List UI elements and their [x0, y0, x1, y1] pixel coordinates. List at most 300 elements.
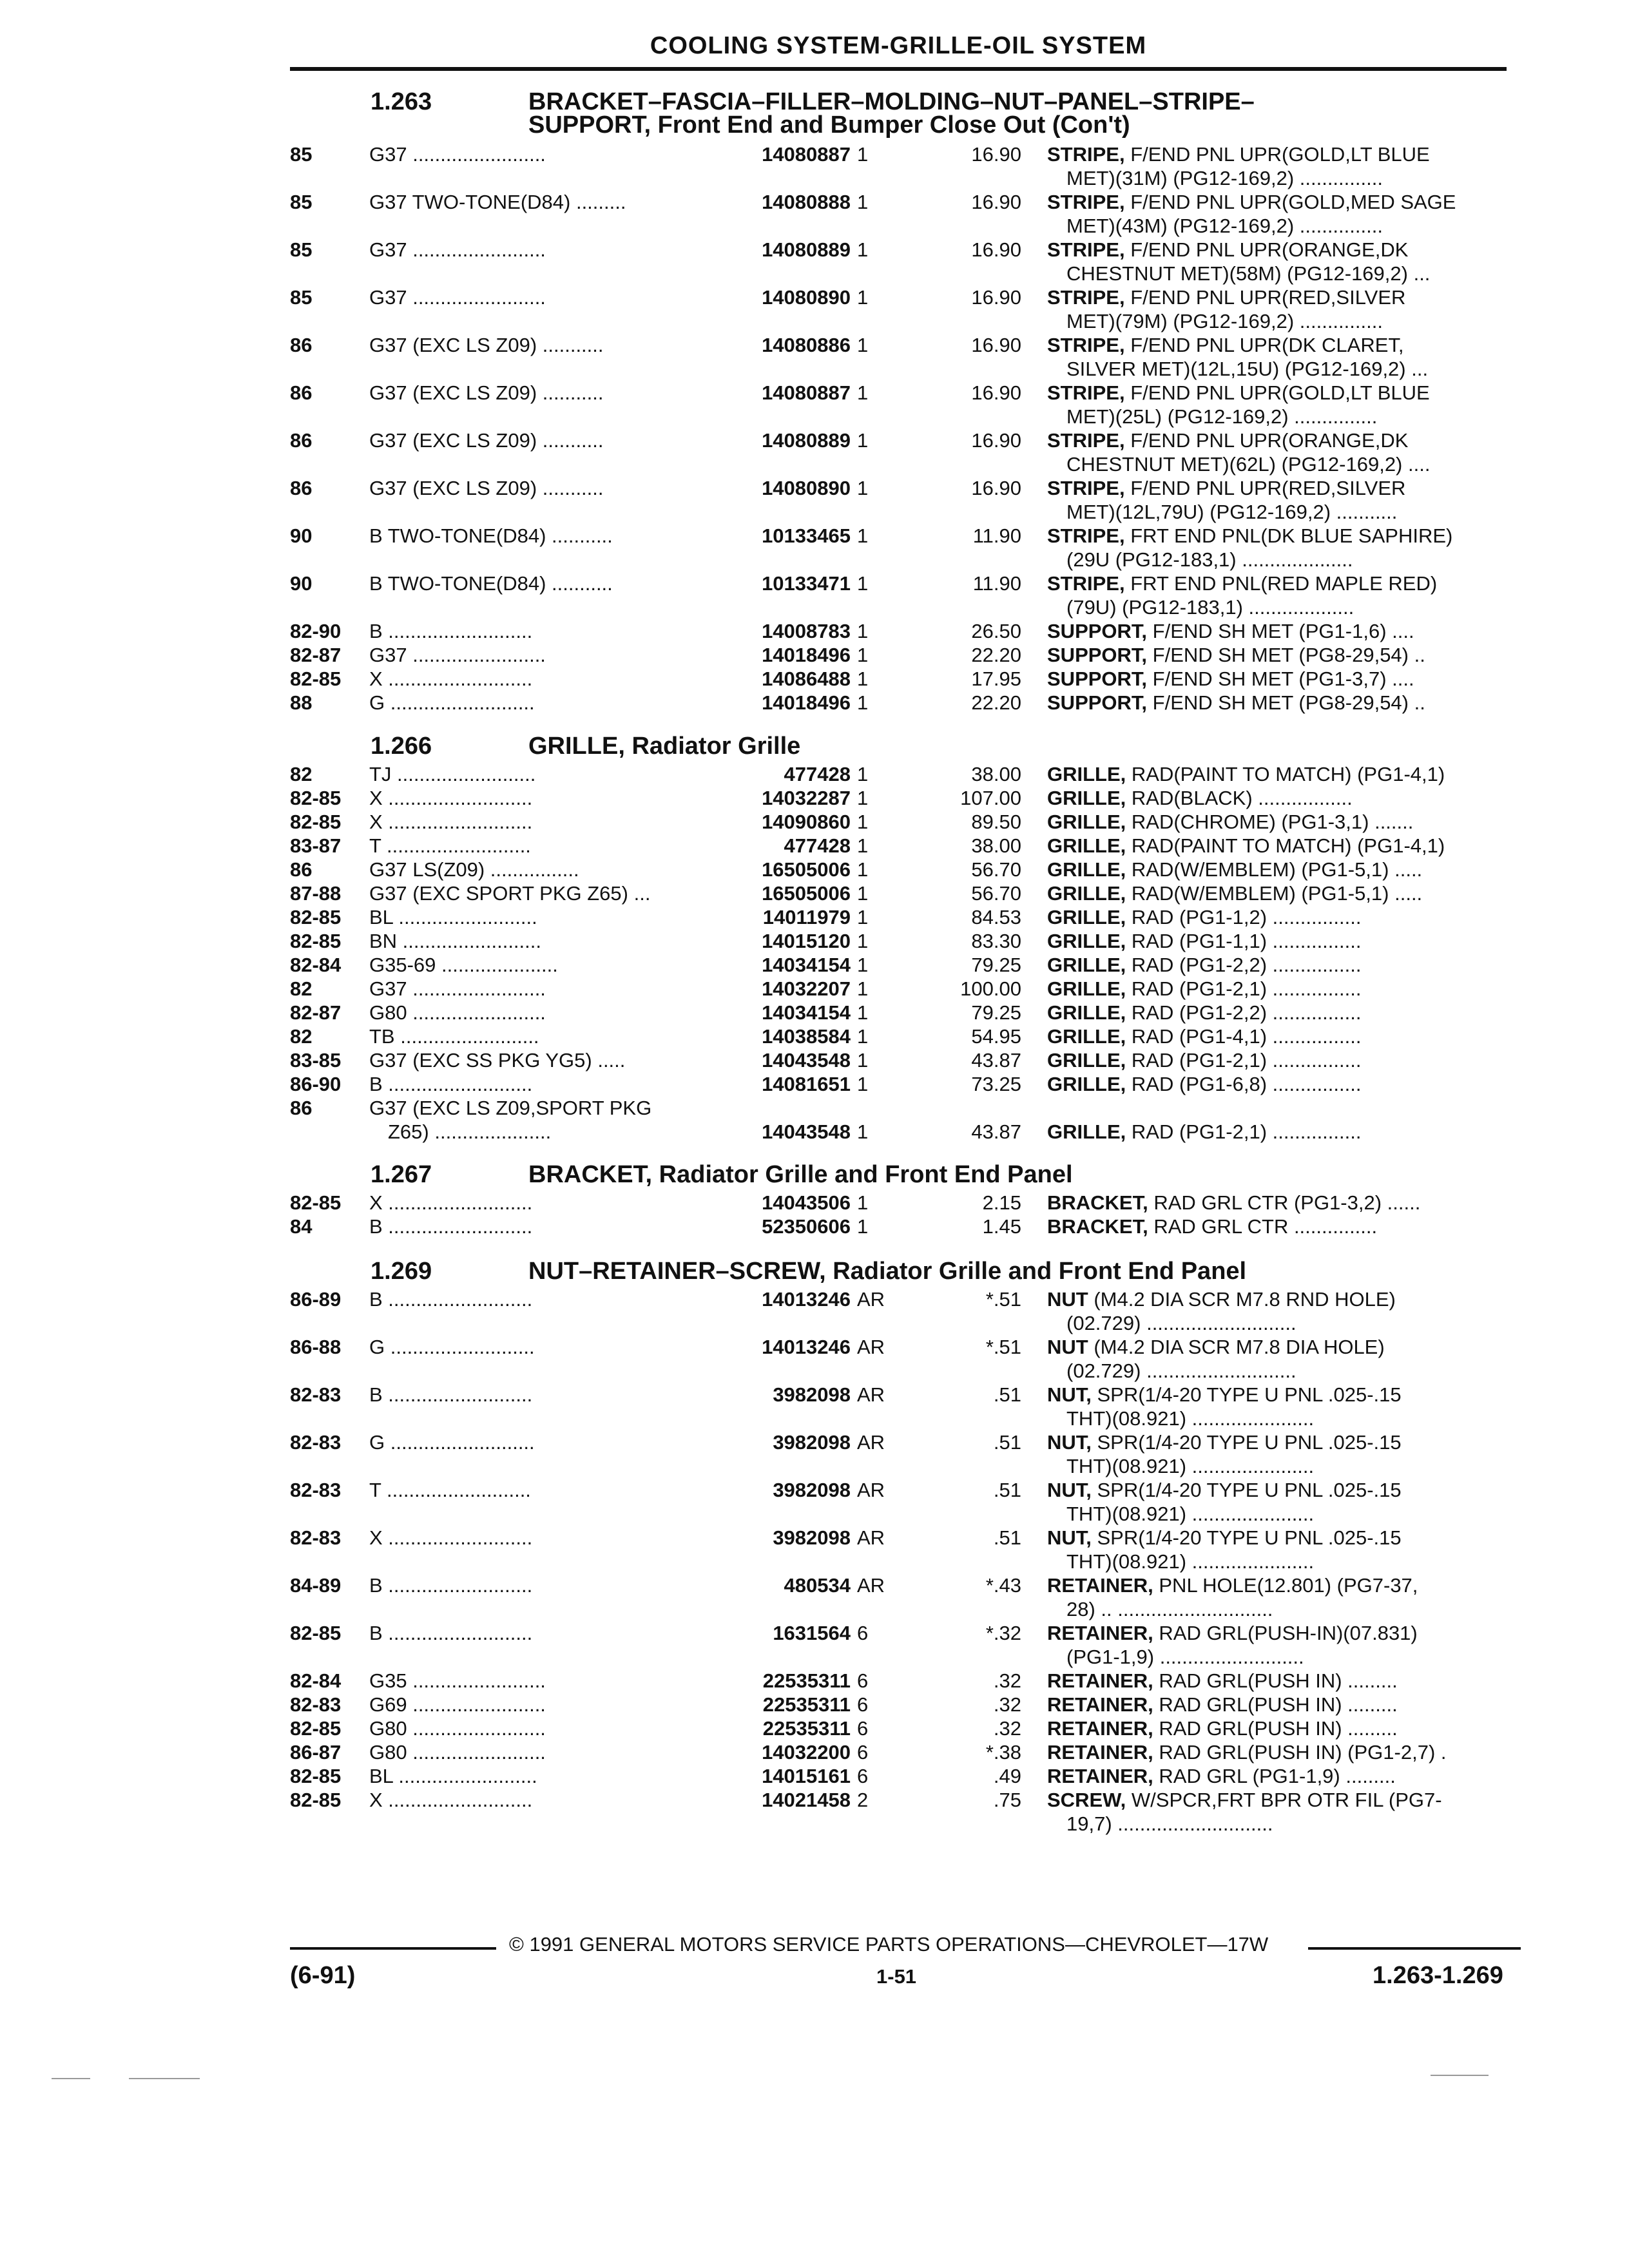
description-text: RAD GRL(PUSH IN) (PG1-2,7) .: [1153, 1741, 1447, 1763]
description-text: F/END SH MET (PG8-29,54) ..: [1147, 691, 1425, 714]
model-code: B ..........................: [369, 620, 533, 642]
quantity: 1: [857, 882, 869, 905]
price: 79.25: [971, 1001, 1021, 1024]
parts-row: [0, 1335, 1629, 1383]
description-text: RAD(W/EMBLEM) (PG1-5,1) .....: [1126, 882, 1423, 905]
part-number: 3982098: [696, 1383, 851, 1407]
part-description-cont: THT)(08.921) ......................: [1066, 1503, 1315, 1525]
part-description: [1047, 1072, 1511, 1096]
price: 89.50: [971, 811, 1021, 833]
description-keyword: STRIPE,: [1047, 286, 1125, 309]
section-title: NUT–RETAINER–SCREW, Radiator Grille and Front End Panel: [528, 1258, 1247, 1285]
model-code: BN .........................: [369, 930, 541, 952]
model-code: G37 ........................: [369, 238, 546, 261]
description-keyword: SUPPORT,: [1047, 668, 1148, 690]
model-code: G37 (EXC SPORT PKG Z65) ...: [369, 882, 651, 905]
part-description: [1047, 524, 1511, 548]
model-code: X ..........................: [369, 787, 533, 809]
parts-row: [0, 476, 1629, 524]
model-years: 82-85: [290, 1622, 342, 1644]
model-code: G37 TWO-TONE(D84) .........: [369, 191, 626, 213]
model-years: 82-85: [290, 906, 342, 928]
model-code-cont: Z65) .....................: [388, 1120, 552, 1143]
model-code: G ..........................: [369, 1431, 535, 1454]
part-description-cont: MET)(25L) (PG12-169,2) ...............: [1066, 405, 1378, 428]
quantity: 1: [857, 429, 869, 452]
part-description: [1047, 1024, 1511, 1048]
description-text: RAD (PG1-2,1) ................: [1126, 1049, 1362, 1072]
parts-row: [0, 1096, 1629, 1144]
model-years: 86-90: [290, 1073, 342, 1095]
model-years: 82: [290, 763, 313, 785]
part-number: 14081651: [696, 1072, 851, 1096]
part-number: 14080887: [696, 142, 851, 166]
description-text: F/END PNL UPR(GOLD,LT BLUE: [1124, 143, 1430, 166]
part-description: [1047, 858, 1511, 881]
quantity: AR: [857, 1336, 885, 1358]
model-code: T ..........................: [369, 1479, 531, 1501]
model-years: 85: [290, 143, 313, 166]
parts-row: [0, 1048, 1629, 1072]
model-code: X ..........................: [369, 1526, 533, 1549]
model-code: B ..........................: [369, 1288, 533, 1311]
price: .32: [993, 1717, 1021, 1740]
part-description: [1047, 643, 1511, 667]
part-description-cont: MET)(43M) (PG12-169,2) ...............: [1066, 215, 1383, 237]
part-description: [1047, 1573, 1511, 1597]
model-code: G37 (EXC LS Z09,SPORT PKG: [369, 1097, 652, 1119]
part-number: 14043548: [696, 1120, 851, 1144]
footer-rule-right: [1308, 1947, 1521, 1950]
part-number: 10133471: [696, 572, 851, 595]
part-description: [1047, 1693, 1511, 1716]
model-code: G80 ........................: [369, 1717, 546, 1740]
model-code: G37 ........................: [369, 286, 546, 309]
footer-date-code: (6-91): [290, 1962, 356, 1989]
quantity: 1: [857, 381, 869, 404]
price: 17.95: [971, 668, 1021, 690]
model-years: 82-87: [290, 644, 342, 666]
model-years: 84-89: [290, 1574, 342, 1597]
model-years: 86: [290, 381, 313, 404]
model-years: 86-87: [290, 1741, 342, 1763]
model-years: 82-85: [290, 787, 342, 809]
description-text: F/END PNL UPR(ORANGE,DK: [1124, 429, 1409, 452]
part-description: [1047, 619, 1511, 643]
description-text: RAD (PG1-6,8) ................: [1126, 1073, 1362, 1095]
parts-row: [0, 858, 1629, 881]
part-description: [1047, 1383, 1511, 1407]
part-description: [1047, 1669, 1511, 1693]
description-keyword: GRILLE,: [1047, 787, 1126, 809]
part-number: 14032207: [696, 977, 851, 1001]
description-text: F/END PNL UPR(DK CLARET,: [1124, 334, 1404, 356]
quantity: 1: [857, 143, 869, 166]
model-years: 83-85: [290, 1049, 342, 1072]
description-keyword: GRILLE,: [1047, 1049, 1126, 1072]
parts-row: [0, 142, 1629, 190]
price: .32: [993, 1669, 1021, 1692]
model-years: 82-83: [290, 1526, 342, 1549]
part-number: 14038584: [696, 1024, 851, 1048]
parts-row: [0, 1215, 1629, 1238]
description-text: RAD (PG1-1,2) ................: [1126, 906, 1362, 928]
section-heading: [0, 87, 1629, 139]
section-number: 1.269: [371, 1258, 432, 1285]
price: .32: [993, 1693, 1021, 1716]
part-number: 14080889: [696, 238, 851, 262]
part-description: [1047, 1740, 1511, 1764]
model-years: 82-83: [290, 1479, 342, 1501]
quantity: 1: [857, 906, 869, 928]
price: 100.00: [960, 977, 1021, 1000]
parts-row: [0, 381, 1629, 428]
parts-row: [0, 1072, 1629, 1096]
model-code: X ..........................: [369, 1789, 533, 1811]
quantity: 1: [857, 1025, 869, 1048]
description-keyword: GRILLE,: [1047, 1120, 1126, 1143]
quantity: 1: [857, 1191, 869, 1214]
parts-row: [0, 1191, 1629, 1215]
price: 16.90: [971, 238, 1021, 261]
description-text: RAD(CHROME) (PG1-3,1) .......: [1126, 811, 1414, 833]
model-code: G ..........................: [369, 691, 535, 714]
parts-row: [0, 1669, 1629, 1693]
model-years: 82: [290, 1025, 313, 1048]
model-years: 82-87: [290, 1001, 342, 1024]
description-keyword: BRACKET,: [1047, 1191, 1148, 1214]
price: 22.20: [971, 644, 1021, 666]
quantity: 1: [857, 238, 869, 261]
price: 16.90: [971, 334, 1021, 356]
quantity: 1: [857, 668, 869, 690]
price: .51: [993, 1526, 1021, 1549]
price: 56.70: [971, 882, 1021, 905]
part-number: 14043506: [696, 1191, 851, 1215]
footer-page-number: 1-51: [876, 1965, 917, 1988]
parts-row: [0, 1526, 1629, 1573]
part-description: [1047, 428, 1511, 452]
part-description-cont: MET)(12L,79U) (PG12-169,2) ...........: [1066, 501, 1398, 523]
model-code: G80 ........................: [369, 1001, 546, 1024]
description-text: FRT END PNL(RED MAPLE RED): [1124, 572, 1438, 595]
price: *.32: [985, 1622, 1021, 1644]
part-number: 14021458: [696, 1788, 851, 1812]
description-keyword: SUPPORT,: [1047, 644, 1148, 666]
part-number: 14008783: [696, 619, 851, 643]
quantity: 1: [857, 524, 869, 547]
model-code: B ..........................: [369, 1383, 533, 1406]
description-text: F/END SH MET (PG8-29,54) ..: [1147, 644, 1425, 666]
part-description-cont: CHESTNUT MET)(58M) (PG12-169,2) ...: [1066, 262, 1431, 285]
price: .51: [993, 1431, 1021, 1454]
part-number: 14043548: [696, 1048, 851, 1072]
description-text: F/END SH MET (PG1-1,6) ....: [1147, 620, 1414, 642]
description-keyword: GRILLE,: [1047, 763, 1126, 785]
quantity: AR: [857, 1526, 885, 1549]
model-code: G37 (EXC LS Z09) ...........: [369, 334, 604, 356]
parts-row: [0, 1740, 1629, 1764]
footer-section-range: 1.263-1.269: [1373, 1962, 1503, 1989]
part-description: [1047, 1001, 1511, 1024]
description-keyword: NUT,: [1047, 1479, 1092, 1501]
part-number: 14013246: [696, 1287, 851, 1311]
model-years: 82-84: [290, 954, 342, 976]
model-years: 82-84: [290, 1669, 342, 1692]
part-number: 14015161: [696, 1764, 851, 1788]
description-keyword: GRILLE,: [1047, 858, 1126, 881]
model-code: X ..........................: [369, 1191, 533, 1214]
model-years: 82-85: [290, 1191, 342, 1214]
description-text: F/END PNL UPR(RED,SILVER: [1124, 477, 1406, 499]
description-text: RAD GRL(PUSH IN) .........: [1153, 1693, 1398, 1716]
price: 56.70: [971, 858, 1021, 881]
part-description: [1047, 142, 1511, 166]
quantity: 1: [857, 691, 869, 714]
parts-row: [0, 190, 1629, 238]
model-years: 85: [290, 191, 313, 213]
description-text: RAD GRL(PUSH IN) .........: [1153, 1717, 1398, 1740]
quantity: AR: [857, 1383, 885, 1406]
section-number: 1.263: [371, 88, 432, 115]
price: 16.90: [971, 286, 1021, 309]
price: 16.90: [971, 191, 1021, 213]
model-code: G37 LS(Z09) ................: [369, 858, 579, 881]
part-number: 477428: [696, 834, 851, 858]
description-keyword: NUT: [1047, 1336, 1088, 1358]
parts-row: [0, 953, 1629, 977]
part-description: [1047, 333, 1511, 357]
quantity: 1: [857, 834, 869, 857]
model-code: B ..........................: [369, 1073, 533, 1095]
model-code: B TWO-TONE(D84) ...........: [369, 524, 613, 547]
model-years: 83-87: [290, 834, 342, 857]
part-description: [1047, 786, 1511, 810]
quantity: 1: [857, 930, 869, 952]
part-number: 14032287: [696, 786, 851, 810]
description-text: RAD (PG1-2,2) ................: [1126, 954, 1362, 976]
model-code: G ..........................: [369, 1336, 535, 1358]
model-years: 84: [290, 1215, 313, 1238]
part-number: 480534: [696, 1573, 851, 1597]
parts-row: [0, 285, 1629, 333]
section-number: 1.267: [371, 1161, 432, 1188]
part-description-cont: (29U (PG12-183,1) ....................: [1066, 548, 1353, 571]
part-number: 14032200: [696, 1740, 851, 1764]
model-code: TB .........................: [369, 1025, 539, 1048]
parts-row: [0, 1716, 1629, 1740]
description-text: F/END PNL UPR(RED,SILVER: [1124, 286, 1406, 309]
description-keyword: STRIPE,: [1047, 334, 1125, 356]
description-keyword: GRILLE,: [1047, 882, 1126, 905]
description-keyword: RETAINER,: [1047, 1717, 1153, 1740]
parts-row: [0, 762, 1629, 786]
parts-row: [0, 929, 1629, 953]
parts-row: [0, 691, 1629, 715]
parts-row: [0, 238, 1629, 285]
part-description: [1047, 762, 1511, 786]
description-text: RAD GRL(PUSH-IN)(07.831): [1153, 1622, 1418, 1644]
scan-artifact: [52, 2078, 90, 2079]
quantity: 1: [857, 763, 869, 785]
parts-row: [0, 1024, 1629, 1048]
description-keyword: GRILLE,: [1047, 977, 1126, 1000]
description-keyword: GRILLE,: [1047, 1025, 1126, 1048]
model-years: 82-85: [290, 668, 342, 690]
part-description: [1047, 572, 1511, 595]
model-code: B ..........................: [369, 1215, 533, 1238]
model-years: 85: [290, 286, 313, 309]
price: 54.95: [971, 1025, 1021, 1048]
description-text: RAD GRL (PG1-1,9) .........: [1153, 1765, 1396, 1787]
model-years: 82-85: [290, 1765, 342, 1787]
part-number: 14034154: [696, 1001, 851, 1024]
price: 22.20: [971, 691, 1021, 714]
model-years: 85: [290, 238, 313, 261]
model-code: X ..........................: [369, 811, 533, 833]
part-description: [1047, 953, 1511, 977]
footer-rule-left: [290, 1947, 496, 1950]
part-description: [1047, 190, 1511, 214]
parts-row: [0, 1693, 1629, 1716]
part-description: [1047, 1526, 1511, 1550]
part-number: 14080888: [696, 190, 851, 214]
part-description: [1047, 810, 1511, 834]
part-number: 14080887: [696, 381, 851, 405]
quantity: 1: [857, 858, 869, 881]
price: 16.90: [971, 381, 1021, 404]
model-code: X ..........................: [369, 668, 533, 690]
part-number: 3982098: [696, 1526, 851, 1550]
parts-row: [0, 977, 1629, 1001]
description-keyword: SUPPORT,: [1047, 691, 1148, 714]
price: 38.00: [971, 763, 1021, 785]
description-text: RAD GRL(PUSH IN) .........: [1153, 1669, 1398, 1692]
description-keyword: RETAINER,: [1047, 1574, 1153, 1597]
price: *.38: [985, 1741, 1021, 1763]
description-text: FRT END PNL(DK BLUE SAPHIRE): [1124, 524, 1453, 547]
model-code: G37 (EXC LS Z09) ...........: [369, 429, 604, 452]
model-code: G37 ........................: [369, 143, 546, 166]
description-keyword: BRACKET,: [1047, 1215, 1148, 1238]
description-text: (M4.2 DIA SCR M7.8 DIA HOLE): [1088, 1336, 1385, 1358]
quantity: AR: [857, 1479, 885, 1501]
price: 11.90: [972, 524, 1021, 547]
part-number: 14086488: [696, 667, 851, 691]
parts-row: [0, 333, 1629, 381]
part-description: [1047, 881, 1511, 905]
price: .49: [993, 1765, 1021, 1787]
model-years: 82-85: [290, 1789, 342, 1811]
part-number: 3982098: [696, 1430, 851, 1454]
description-keyword: STRIPE,: [1047, 381, 1125, 404]
model-code: G35 ........................: [369, 1669, 546, 1692]
description-keyword: NUT,: [1047, 1383, 1092, 1406]
part-description-cont: CHESTNUT MET)(62L) (PG12-169,2) ....: [1066, 453, 1431, 476]
description-keyword: GRILLE,: [1047, 906, 1126, 928]
parts-row: [0, 1287, 1629, 1335]
parts-row: [0, 1001, 1629, 1024]
quantity: 1: [857, 191, 869, 213]
section-heading: [0, 1160, 1629, 1189]
description-keyword: RETAINER,: [1047, 1669, 1153, 1692]
description-text: RAD (PG1-1,1) ................: [1126, 930, 1362, 952]
scan-artifact: [129, 2078, 200, 2079]
model-years: 82-83: [290, 1693, 342, 1716]
quantity: 6: [857, 1765, 869, 1787]
part-description: [1047, 1191, 1511, 1215]
quantity: 6: [857, 1669, 869, 1692]
model-code: G37 (EXC LS Z09) ...........: [369, 381, 604, 404]
section-heading: [0, 731, 1629, 761]
part-description-cont: (02.729) ...........................: [1066, 1360, 1296, 1382]
description-keyword: STRIPE,: [1047, 191, 1125, 213]
price: .51: [993, 1479, 1021, 1501]
model-years: 82-83: [290, 1383, 342, 1406]
quantity: 2: [857, 1789, 869, 1811]
model-years: 82: [290, 977, 313, 1000]
part-description-cont: 19,7) ............................: [1066, 1812, 1273, 1835]
part-description-cont: (79U) (PG12-183,1) ...................: [1066, 596, 1354, 619]
model-years: 82-90: [290, 620, 342, 642]
quantity: 1: [857, 1001, 869, 1024]
model-code: T ..........................: [369, 834, 531, 857]
model-years: 82-85: [290, 930, 342, 952]
part-number: 10133465: [696, 524, 851, 548]
description-text: (M4.2 DIA SCR M7.8 RND HOLE): [1088, 1288, 1396, 1311]
model-years: 86: [290, 429, 313, 452]
price: 38.00: [971, 834, 1021, 857]
quantity: 1: [857, 477, 869, 499]
part-description: [1047, 667, 1511, 691]
model-years: 88: [290, 691, 313, 714]
description-text: PNL HOLE(12.801) (PG7-37,: [1153, 1574, 1418, 1597]
quantity: AR: [857, 1288, 885, 1311]
model-years: 86-88: [290, 1336, 342, 1358]
parts-row: [0, 572, 1629, 619]
model-years: 86: [290, 477, 313, 499]
description-keyword: SCREW,: [1047, 1789, 1126, 1811]
part-description: [1047, 834, 1511, 858]
parts-row: [0, 667, 1629, 691]
price: 2.15: [982, 1191, 1021, 1214]
part-description: [1047, 285, 1511, 309]
description-text: RAD(PAINT TO MATCH) (PG1-4,1): [1126, 763, 1445, 785]
parts-row: [0, 810, 1629, 834]
parts-row: [0, 905, 1629, 929]
part-number: 14080886: [696, 333, 851, 357]
quantity: 1: [857, 286, 869, 309]
quantity: 1: [857, 787, 869, 809]
part-description: [1047, 977, 1511, 1001]
part-number: 16505006: [696, 881, 851, 905]
part-number: 16505006: [696, 858, 851, 881]
description-keyword: GRILLE,: [1047, 811, 1126, 833]
part-description: [1047, 1621, 1511, 1645]
section-title: BRACKET, Radiator Grille and Front End Panel: [528, 1161, 1073, 1188]
part-description: [1047, 1048, 1511, 1072]
quantity: 1: [857, 1073, 869, 1095]
model-years: 86: [290, 334, 313, 356]
model-years: 90: [290, 572, 313, 595]
description-keyword: NUT: [1047, 1288, 1088, 1311]
section-heading: [0, 1256, 1629, 1286]
part-number: 1631564: [696, 1621, 851, 1645]
description-keyword: RETAINER,: [1047, 1693, 1153, 1716]
description-text: F/END PNL UPR(GOLD,MED SAGE: [1124, 191, 1456, 213]
description-text: SPR(1/4-20 TYPE U PNL .025-.15: [1091, 1479, 1402, 1501]
part-description-cont: SILVER MET)(12L,15U) (PG12-169,2) ...: [1066, 358, 1429, 380]
